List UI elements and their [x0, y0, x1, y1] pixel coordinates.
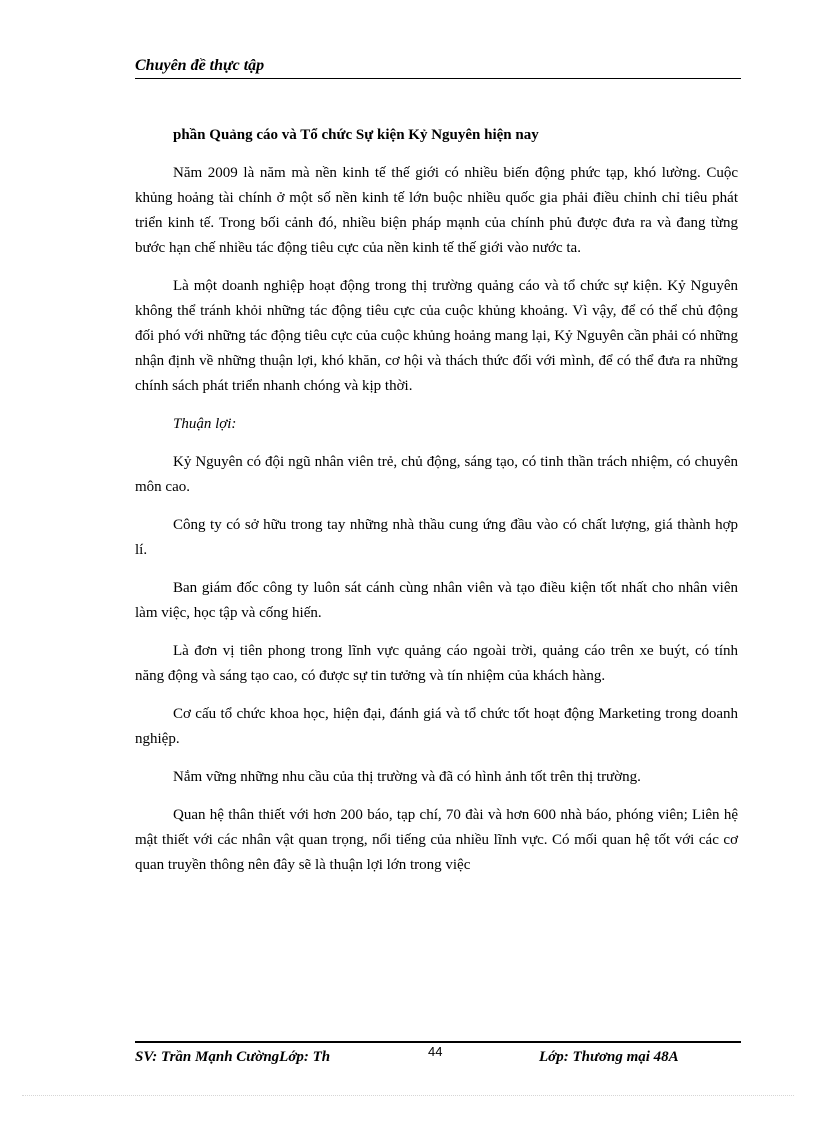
page-number: 44	[428, 1044, 443, 1059]
list-item: Là đơn vị tiên phong trong lĩnh vực quảng cáo ngoài trời, quảng cáo trên xe buýt, có tính năng động và sáng tạo cao, có được sự tin tưởng và tín nhiệm của khách hàng.	[135, 643, 738, 684]
page-edge-divider	[22, 1095, 794, 1096]
paragraph: Là một doanh nghiệp hoạt động trong thị trường quảng cáo và tổ chức sự kiện. Kỷ Nguyên không thể tránh khỏi những tác động tiêu cực của cuộc khủng khoảng. Vì vậy, để có thể chủ động đối phó với những tác động tiêu cực của cuộc khủng hoảng mang lại, Kỷ Nguyên cần phải có những nhận định về những thuận lợi, khó khăn, cơ hội và thách thức đối với mình, để có thể đưa ra những chính sách phát triển nhanh chóng và kịp thời.	[135, 278, 738, 394]
list-item: Công ty có sở hữu trong tay những nhà thầu cung ứng đầu vào có chất lượng, giá thành hợp lí.	[135, 517, 738, 558]
footer-rule	[135, 1041, 741, 1043]
list-item: Ban giám đốc công ty luôn sát cánh cùng nhân viên và tạo điều kiện tốt nhất cho nhân viên làm việc, học tập và cống hiến.	[135, 580, 738, 621]
subheading-advantages: Thuận lợi:	[173, 416, 237, 432]
footer-student: SV: Trần Mạnh CườngLớp: Th	[135, 1049, 331, 1065]
header-title: Chuyên đề thực tập	[135, 57, 265, 74]
list-item: Cơ cấu tổ chức khoa học, hiện đại, đánh giá và tổ chức tốt hoạt động Marketing trong doanh nghiệp.	[135, 706, 738, 747]
section-heading: phần Quảng cáo và Tổ chức Sự kiện Kỷ Nguyên hiện nay	[173, 127, 539, 143]
footer-class: Lớp: Thương mại 48A	[539, 1049, 679, 1065]
list-item: Kỷ Nguyên có đội ngũ nhân viên trẻ, chủ động, sáng tạo, có tinh thần trách nhiệm, có chuyên môn cao.	[135, 454, 738, 495]
document-body	[135, 123, 738, 891]
list-item: Quan hệ thân thiết với hơn 200 báo, tạp chí, 70 đài và hơn 600 nhà báo, phóng viên; Liên hệ mật thiết với các nhân vật quan trọng, nổi tiếng của nhiều lĩnh vực. Có mối quan hệ tốt với các cơ quan truyền thông nên đây sẽ là thuận lợi lớn trong việc	[135, 807, 738, 873]
list-item: Nắm vững những nhu cầu của thị trường và đã có hình ảnh tốt trên thị trường.	[173, 769, 641, 785]
header-rule	[135, 78, 741, 79]
paragraph: Năm 2009 là năm mà nền kinh tế thế giới có nhiều biến động phức tạp, khó lường. Cuộc khủng hoảng tài chính ở một số nền kinh tế lớn buộc nhiều quốc gia phải điều chỉnh chỉ tiêu phát triển kinh tế. Trong bối cảnh đó, nhiều biện pháp mạnh của chính phủ được đưa ra và đang từng bước hạn chế nhiều tác động tiêu cực của nền kinh tế thế giới vào nước ta.	[135, 165, 738, 256]
